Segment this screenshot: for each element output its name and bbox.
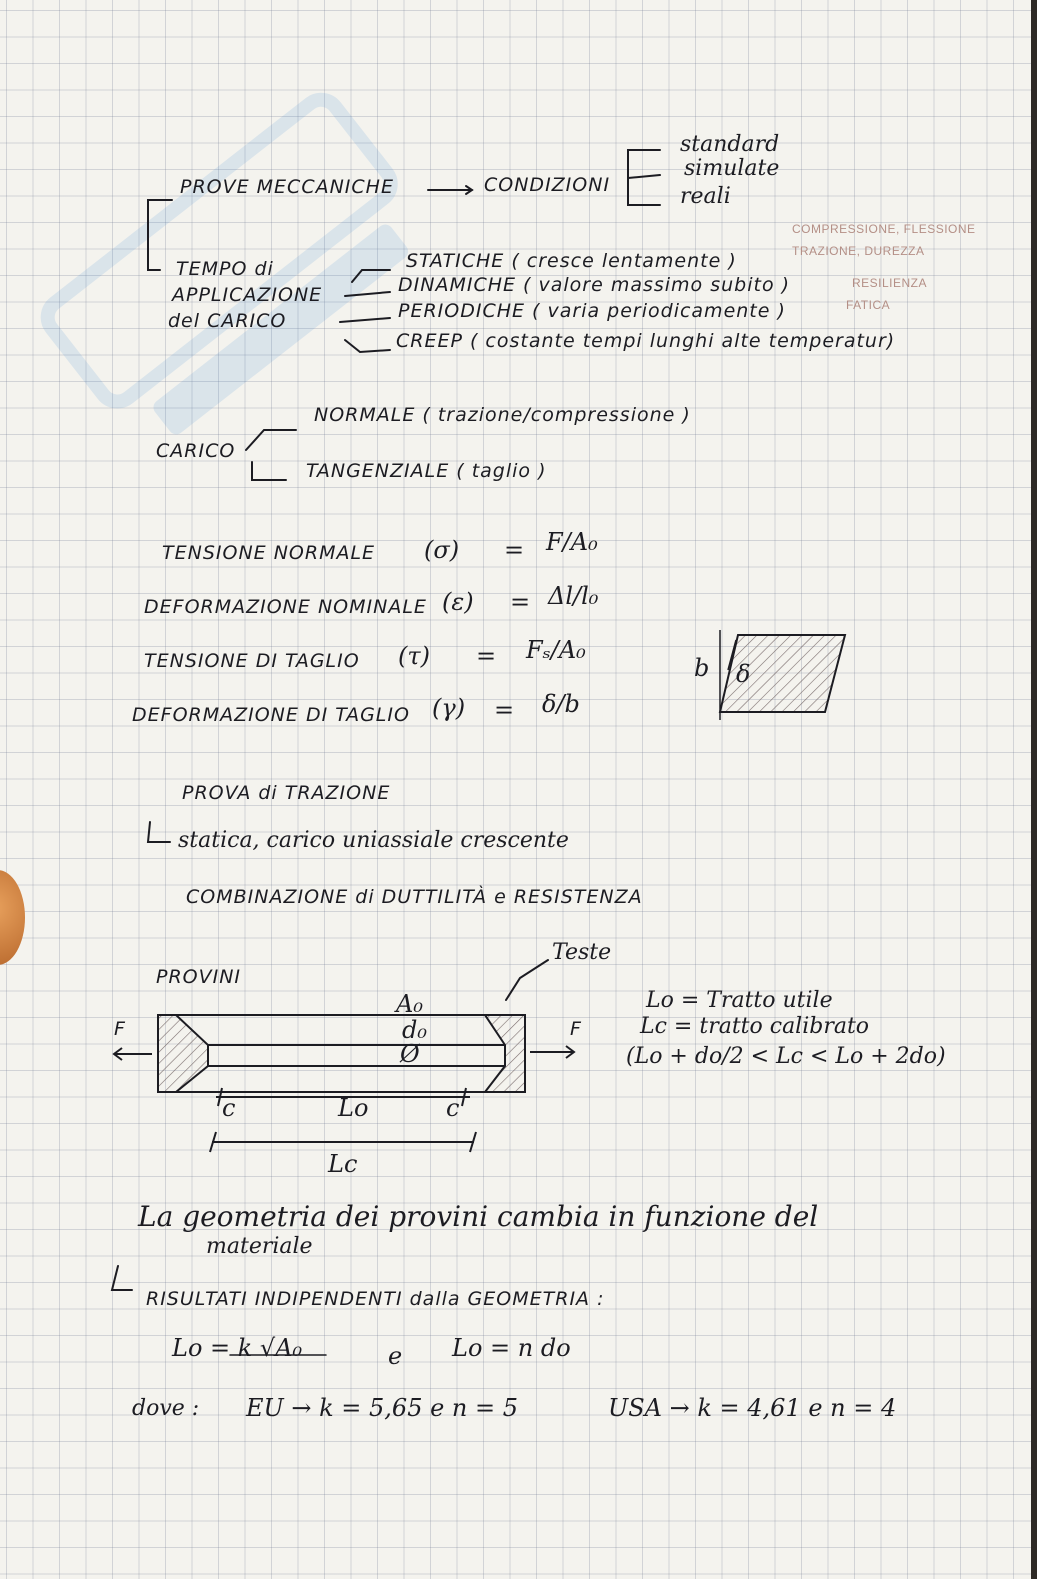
dove-label: dove : — [132, 1396, 200, 1421]
shear-fig-delta: δ — [736, 660, 751, 688]
prove-meccaniche: PROVE MECCANICHE — [180, 176, 394, 198]
note-resilienza: RESILIENZA — [852, 276, 928, 290]
formula-4-rhs: δ/b — [542, 690, 580, 718]
lo-dim: Lo — [338, 1094, 369, 1122]
tempo-line1: TEMPO di — [176, 258, 274, 280]
a0-label: A₀ — [396, 990, 423, 1018]
formula-1-label: TENSIONE NORMALE — [162, 542, 376, 564]
tempo-line3: del CARICO — [168, 310, 287, 332]
prova-line2: COMBINAZIONE di DUTTILITÀ e RESISTENZA — [186, 886, 643, 908]
formula-3-sym: (τ) — [398, 642, 431, 670]
cond-standard: standard — [680, 132, 780, 157]
diam-symbol: Ø — [400, 1040, 420, 1068]
formula-2-label: DEFORMAZIONE NOMINALE — [144, 596, 427, 618]
tipo-creep: CREEP ( costante tempi lunghi alte temperatur) — [396, 330, 896, 352]
legend-range: (Lo + do/2 < Lc < Lo + 2do) — [626, 1044, 946, 1069]
geometria-line-b: materiale — [206, 1234, 313, 1259]
eu-values: EU → k = 5,65 e n = 5 — [246, 1394, 519, 1422]
formula-4-eq: = — [494, 696, 515, 724]
d0-label: d₀ — [402, 1016, 427, 1044]
tipo-dinamiche: DINAMICHE ( valore massimo subito ) — [398, 274, 791, 296]
formula-1-rhs: F/A₀ — [546, 528, 598, 556]
tempo-line2: APPLICAZIONE — [172, 284, 323, 306]
prova-title: PROVA di TRAZIONE — [182, 782, 391, 804]
condizioni: CONDIZIONI — [484, 174, 611, 196]
force-right: F — [570, 1018, 582, 1040]
c-left: c — [222, 1094, 236, 1122]
formula-1-eq: = — [504, 536, 525, 564]
eq-lo-k: Lo = k √A₀ — [172, 1334, 303, 1362]
eq-and: e — [388, 1342, 403, 1370]
prova-line1: statica, carico uniassiale crescente — [178, 828, 569, 853]
provini-label: PROVINI — [156, 966, 242, 988]
formula-2-rhs: Δl/l₀ — [548, 582, 599, 610]
note-trazione: TRAZIONE, DUREZZA — [792, 244, 925, 258]
c-right: c — [446, 1094, 460, 1122]
formula-4-label: DEFORMAZIONE DI TAGLIO — [132, 704, 410, 726]
carico-label: CARICO — [156, 440, 236, 462]
legend-lc: Lc = tratto calibrato — [640, 1014, 870, 1039]
formula-3-label: TENSIONE DI TAGLIO — [144, 650, 360, 672]
note-fatica: FATICA — [846, 298, 891, 312]
formula-3-rhs: Fₛ/A₀ — [526, 636, 586, 664]
cond-simulate: simulate — [684, 156, 780, 181]
teste-label: Teste — [552, 940, 612, 965]
geometria-line: La geometria dei provini cambia in funzione del — [138, 1200, 819, 1233]
force-left: F — [114, 1018, 126, 1040]
formula-1-sym: (σ) — [424, 536, 460, 564]
lc-dim: Lc — [328, 1150, 358, 1178]
carico-normale: NORMALE ( trazione/compressione ) — [314, 404, 691, 426]
usa-values: USA → k = 4,61 e n = 4 — [608, 1394, 897, 1422]
risultati-line: RISULTATI INDIPENDENTI dalla GEOMETRIA : — [146, 1288, 605, 1310]
tipo-statiche: STATICHE ( cresce lentamente ) — [406, 250, 737, 272]
shear-fig-b: b — [694, 654, 710, 682]
cond-reali: reali — [680, 184, 731, 209]
eq-lo-n: Lo = n do — [452, 1334, 571, 1362]
tipo-periodiche: PERIODICHE ( varia periodicamente ) — [398, 300, 786, 322]
note-compressione: COMPRESSIONE, FLESSIONE — [792, 222, 976, 236]
formula-3-eq: = — [476, 642, 497, 670]
legend-lo: Lo = Tratto utile — [646, 988, 833, 1013]
formula-2-sym: (ε) — [442, 588, 474, 616]
carico-tangenziale: TANGENZIALE ( taglio ) — [306, 460, 547, 482]
formula-4-sym: (γ) — [432, 694, 466, 722]
formula-2-eq: = — [510, 588, 531, 616]
